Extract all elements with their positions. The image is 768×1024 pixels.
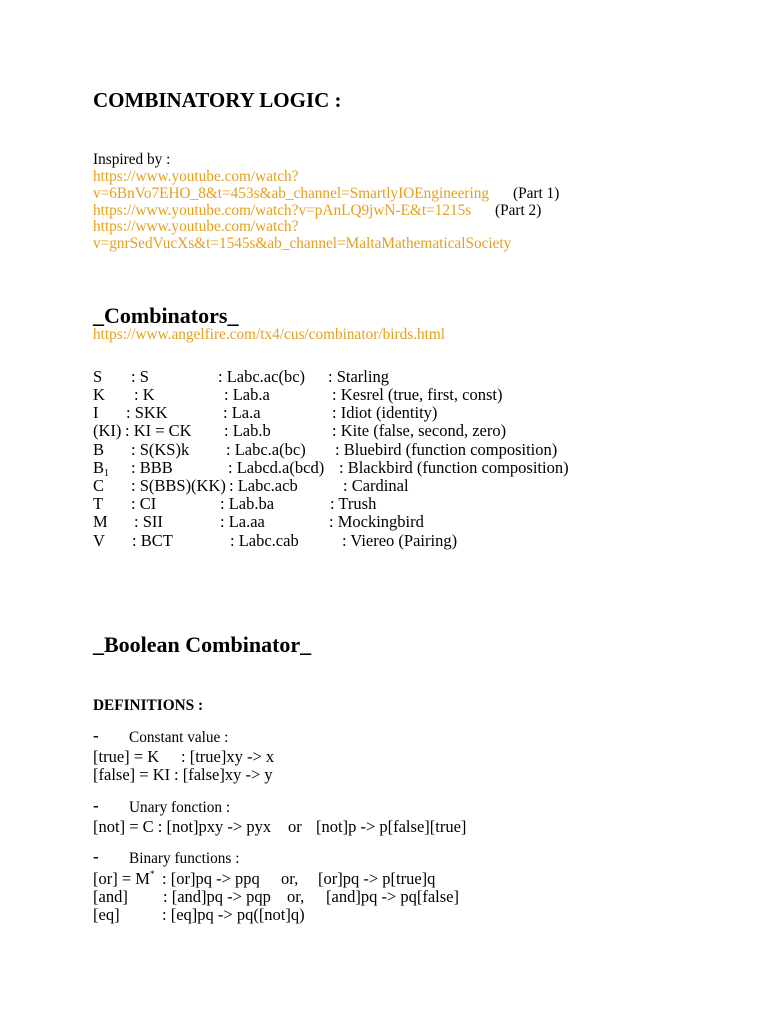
eq-reduction: : [eq]pq -> pq([not]q) xyxy=(162,905,305,924)
true-definition: [true] = K xyxy=(93,747,160,766)
combinator-lambda: : Lab.a xyxy=(224,385,270,404)
or-lhs: [or] = M xyxy=(93,869,150,888)
or-alternative: [or]pq -> p[true]q xyxy=(318,869,436,888)
or-definition xyxy=(93,870,154,888)
false-definition: [false] = KI xyxy=(93,765,171,784)
combinator-bird: : Kesrel (true, first, const) xyxy=(332,385,503,404)
combinator-combination: : CI xyxy=(131,494,157,513)
combinator-combination: : S(BBS)(KK) xyxy=(131,476,226,495)
combinator-bird: : Trush xyxy=(330,494,377,513)
combinator-symbol: I xyxy=(93,403,99,422)
or-separator: or, xyxy=(281,869,299,888)
combinator-combination: : S xyxy=(131,367,149,386)
combinator-symbol: M xyxy=(93,512,108,531)
combinator-bird: : Kite (false, second, zero) xyxy=(332,421,507,440)
true-reduction: : [true]xy -> x xyxy=(181,747,275,766)
source-link-part-1-line-1[interactable]: https://www.youtube.com/watch? xyxy=(93,168,299,185)
combinators-heading: _Combinators_ xyxy=(93,303,239,328)
source-link-part-1-line-2[interactable]: v=6BnVo7EHO_8&t=453s&ab_channel=SmartlyIOEngineering xyxy=(93,185,490,202)
combinator-symbol: (KI) xyxy=(93,421,122,440)
combinator-lambda: : Lab.ba xyxy=(220,494,275,513)
source-link-part-2-line-1[interactable]: https://www.youtube.com/watch?v=pAnLQ9jwN-E&t=1215s xyxy=(93,202,472,219)
combinator-lambda: : Lab.b xyxy=(224,421,271,440)
and-reduction: : [and]pq -> pqp xyxy=(163,887,271,906)
combinator-symbol: K xyxy=(93,385,105,404)
and-definition: [and] xyxy=(93,887,128,906)
combinator-combination: : SII xyxy=(134,512,163,531)
eq-definition: [eq] xyxy=(93,905,120,924)
source-link-malta[interactable] xyxy=(93,218,511,252)
source-link-part-1[interactable] xyxy=(93,168,489,202)
part-2-note: (Part 2) xyxy=(495,202,542,219)
boolean-combinator-heading: _Boolean Combinator_ xyxy=(93,632,312,657)
combinator-symbol: C xyxy=(93,476,105,495)
binary-bullet: - xyxy=(93,847,99,866)
combinator-bird: : Starling xyxy=(328,367,389,386)
combinator-symbol xyxy=(93,459,109,477)
source-link-malta-line-2[interactable]: v=gnrSedVucXs&t=1545s&ab_channel=MaltaMathematicalSociety xyxy=(93,235,512,252)
definitions-label: DEFINITIONS : xyxy=(93,697,204,714)
unary-bullet: - xyxy=(93,796,99,815)
source-link-malta-line-1[interactable]: https://www.youtube.com/watch? xyxy=(93,218,299,235)
constant-value-label: Constant value : xyxy=(129,729,229,746)
combinator-combination: : S(KS)k xyxy=(131,440,190,459)
combinator-combination: : BCT xyxy=(132,531,173,550)
or-reduction: : [or]pq -> ppq xyxy=(162,869,260,888)
and-separator: or, xyxy=(287,887,305,906)
combinator-symbol-subscript: 1 xyxy=(104,468,110,479)
combinator-lambda: : La.aa xyxy=(220,512,265,531)
unary-function-label: Unary fonction : xyxy=(129,799,231,816)
part-1-note: (Part 1) xyxy=(513,185,560,202)
combinator-bird: : Viereo (Pairing) xyxy=(342,531,458,550)
combinator-bird: : Cardinal xyxy=(343,476,409,495)
binary-functions-label: Binary functions : xyxy=(129,850,240,867)
document-title: COMBINATORY LOGIC : xyxy=(93,88,342,112)
combinator-combination: : BBB xyxy=(131,458,173,477)
combinator-lambda: : Labc.a(bc) xyxy=(226,440,306,459)
combinator-lambda: : Labc.acb xyxy=(229,476,298,495)
not-alternative: [not]p -> p[false][true] xyxy=(316,817,467,836)
combinator-symbol-base: B xyxy=(93,458,105,477)
and-alternative: [and]pq -> pq[false] xyxy=(326,887,459,906)
combinator-bird: : Idiot (identity) xyxy=(332,403,438,422)
or-superscript: * xyxy=(149,869,155,879)
combinator-symbol: B xyxy=(93,440,105,459)
constant-bullet: - xyxy=(93,726,99,745)
combinator-combination: : K xyxy=(134,385,155,404)
birds-reference-link[interactable]: https://www.angelfire.com/tx4/cus/combinator/birds.html xyxy=(93,326,446,343)
combinator-symbol: V xyxy=(93,531,105,550)
combinator-combination: : KI = CK xyxy=(125,421,192,440)
combinator-combination: : SKK xyxy=(126,403,168,422)
not-definition: [not] = C : [not]pxy -> pyx xyxy=(93,817,272,836)
combinator-lambda: : Labc.cab xyxy=(230,531,299,550)
combinator-bird: : Bluebird (function composition) xyxy=(335,440,558,459)
false-reduction: : [false]xy -> y xyxy=(174,765,273,784)
combinator-lambda: : Labc.ac(bc) xyxy=(218,367,306,386)
combinator-bird: : Mockingbird xyxy=(329,512,424,531)
inspired-label: Inspired by : xyxy=(93,151,171,168)
source-link-part-2[interactable] xyxy=(93,202,471,219)
combinator-lambda: : Labcd.a(bcd) xyxy=(228,458,325,477)
combinator-lambda: : La.a xyxy=(223,403,261,422)
not-separator: or xyxy=(288,817,302,836)
combinator-bird: : Blackbird (function composition) xyxy=(339,458,569,477)
combinator-symbol: T xyxy=(93,494,104,513)
combinator-symbol: S xyxy=(93,367,103,386)
